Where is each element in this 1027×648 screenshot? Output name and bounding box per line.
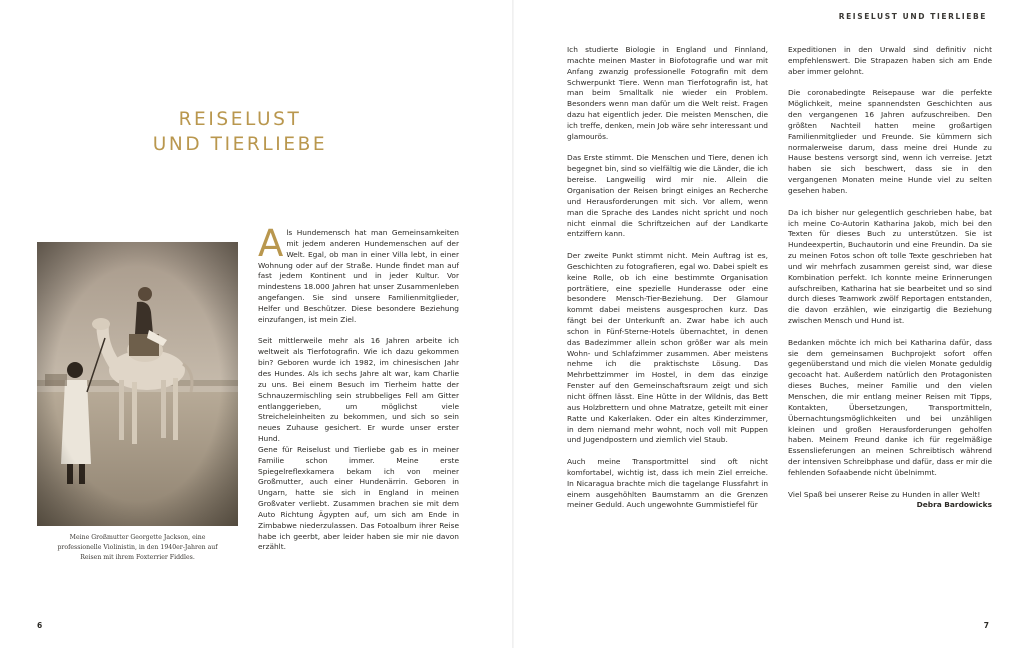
caption-line-1: Meine Großmutter Georgette Jackson, eine	[69, 534, 206, 541]
paragraph: Seit mittlerweile mehr als 16 Jahren arbeite ich weltweit als Tierfotografin. Wie ich dazu gekommen bin? Geboren wurde ich 1982, im chinesischen Jahr des Hundes. Als ich sechs Jahre alt war, kam Charlie zu uns. Bei einem Besuch im Tierheim hatte der Schnauzermischling sein strubbeliges Fell am Gitter entlanggerieben, um möglichst viele Streicheleinheiten zu bekommen, und sich so sein neues Zuhause gesichert. Er wurde unser erster Hund.	[258, 336, 459, 444]
right-page	[514, 0, 1027, 648]
chapter-title	[140, 107, 340, 157]
paragraph: Gene für Reiselust und Tierliebe gab es in meiner Familie schon immer. Meine erste Spiegelreflexkamera bekam ich von meiner Großmutter, auch einer Hundenärrin. Geboren in Ungarn, hatte sie sich in England in meinen Großvater verliebt. Zusammen brachen sie mit dem Auto Richtung Ägypten auf, um sich am Ende in Zimbabwe niederzulassen. Das Fotoalbum ihrer Reise habe ich geerbt, aber leider haben sie mir nie davon erzählt.	[258, 444, 459, 552]
caption-line-2: professionelle Violinistin, in den 1940er-Jahren auf	[57, 544, 218, 551]
left-page	[0, 0, 513, 648]
paragraph: Der zweite Punkt stimmt nicht. Mein Auftrag ist es, Geschichten zu fotografieren, egal wo. Dabei spielt es keine Rolle, ob ich eine bestimmte Organisation porträtiere, eine spezielle Hunderasse oder eine besondere Mensch-Tier-Beziehung. Der Glamour kommt dabei meistens ausgesprochen kurz. Das fängt bei der Unterkunft an. Zwar habe ich auch schon in Fünf-Sterne-Hotels übernachtet, in denen das Badezimmer allein schon größer war als mein Wohn- und Schlafzimmer zusammen. Aber meistens nehme ich die praktischste Lösung. Das Mehrbettzimmer im Hostel, in dem das einzige Fenster auf den Gemeinschaftsraum zeigt und sich nicht öffnen lässt. Eine Hütte in der Wildnis, das Bett aus Holzbrettern und ohne Matratze, geteilt mit einer Ratte und Kakerlaken. Oder ein altes Kinderzimmer, in dem niemand mehr wohnt, noch voll mit Puppen und Jugendpostern und ziemlich viel Staub.	[567, 251, 768, 445]
chapter-title-line-2: UND TIERLIEBE	[152, 134, 328, 156]
paragraph: Viel Spaß bei unserer Reise zu Hunden in aller Welt!	[788, 489, 981, 499]
paragraph	[258, 222, 459, 326]
paragraph: Da ich bisher nur gelegentlich geschrieben habe, bat ich meine Co-Autorin Katharina Jakob, mich bei den Texten für dieses Buch zu unterstützen. Sie ist Hundeexpertin, Buchautorin und eine Freundin. Da sie zu meinen Fotos schon oft tolle Texte geschrieben hat und wir mehrfach zusammen gereist sind, war diese Kombination perfekt. Ich konnte meine Erinnerungen aufschreiben, Katharina hat sie bearbeitet und so sind durch dieses Teamwork zwölf Reportagen entstanden, die davon erzählen, wie einzigartig die Beziehung zwischen Mensch und Hund ist.	[788, 207, 992, 326]
paragraph: Die coronabedingte Reisepause war die perfekte Möglichkeit, meine spannendsten Geschichten aus den vergangenen 16 Jahren aufzuschreiben. Den größten Nachteil hatten meine großartigen Familienmitglieder und Freunde. Sie kümmern sich normalerweise darum, dass meine drei Hunde zu Hause bestens versorgt sind, wenn ich verreise. Jetzt haben sie sich beschwert, dass sie in den vergangenen Monaten meine Hunde viel zu selten gesehen haben.	[788, 88, 992, 195]
vintage-photo	[37, 242, 238, 526]
paragraph: Expeditionen in den Urwald sind definitiv nicht empfehlenswert. Die Strapazen haben sich am Ende aber immer gelohnt.	[788, 45, 992, 76]
paragraph: Auch meine Transportmittel sind oft nicht komfortabel, wichtig ist, dass ich mein Ziel erreiche. In Nicaragua brachte mich die tagelange Flussfahrt in einem ausgehöhlten Baumstamm an die Grenzen meiner Geduld. Auch ungewohnte Gummistiefel für	[567, 457, 768, 510]
chapter-title-line-1: REISELUST	[178, 109, 302, 131]
paragraph: Bedanken möchte ich mich bei Katharina dafür, dass sie dem gemeinsamen Buchprojekt sofort offen gegenüberstand und mich die vielen Monate geduldig gecoacht hat. Außerdem natürlich den Protagonisten dieses Buches, meiner Familie und den vielen Menschen, die mir entlang meiner Reisen mit Tipps, Kontakten, Übersetzungen, Transportmitteln, Übernachtungsmöglichkeiten und bei unzähligen kleinen und großen Herausforderungen geholfen haben. Meinem Freund danke ich für regelmäßige Essenslieferungen an meinen Schreibtisch während der intensiven Schreibphase und dafür, dass er mir die fehlenden Sofaabende nicht übelnimmt.	[788, 337, 992, 477]
page-number-left: 6	[37, 621, 43, 630]
drop-cap: A	[258, 222, 284, 265]
paragraph-text: ls Hundemensch hat man Gemeinsamkeiten mit jedem anderen Hundemenschen auf der Welt. Egal, ob man in einer Villa lebt, in einer Wohnung oder auf der Straße. Hunde findet man auf fast jedem Kontinent und in jeder Kultur. Vor mindestens 18.000 Jahren hat unser Zusammenleben angefangen. Sie sind unsere Familienmitglieder, Helfer und Beschützer. Diese besondere Beziehung einzufangen, ist mein Ziel.	[258, 228, 459, 324]
caption-line-3: Reisen mit ihrem Foxterrier Fiddles.	[80, 554, 195, 561]
paragraph: Das Erste stimmt. Die Menschen und Tiere, denen ich begegnet bin, sind so vielfältig wie die Länder, die ich bereise. Langweilig wird mir nie. Allein die Organisation der Reisen bringt einiges an Recherche und Herausforderungen mit sich. Vor allem, wenn man die Sprache des Landes nicht spricht und noch nicht einmal die Schriftzeichen auf der Landkarte entziffern kann.	[567, 153, 768, 239]
photo-caption	[37, 533, 238, 563]
text-column-2	[567, 45, 768, 522]
page-number-right: 7	[983, 621, 989, 630]
text-column-1	[258, 222, 459, 564]
running-head: REISELUST UND TIERLIEBE	[838, 12, 987, 21]
text-column-3	[788, 45, 992, 511]
paragraph: Ich studierte Biologie in England und Finnland, machte meinen Master in Biofotografie und war mit Anfang zwanzig professionelle Fotografin mit dem Schwerpunkt Tiere. Wenn man Tierfotografin ist, hat man beim Smalltalk nie wieder ein Problem. Besonders wenn man dafür um die Welt reist. Fragen dazu hat eigentlich jeder. Die meisten Menschen, die ich treffe, denken, mein Job wäre sehr interessant und glamourös.	[567, 45, 768, 141]
camel-rider-photo-icon	[37, 242, 238, 526]
author-signature: Debra Bardowicks	[916, 500, 992, 510]
